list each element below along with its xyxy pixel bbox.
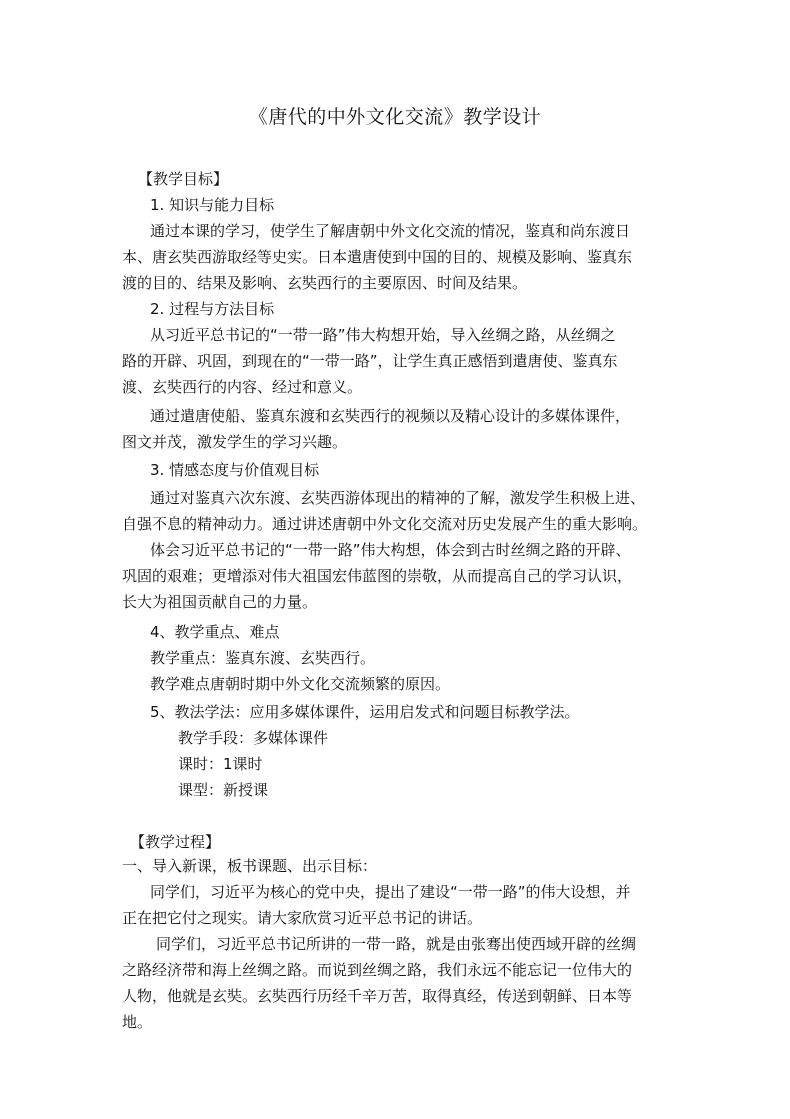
paragraph-line: 长大为祖国贡献自己的力量。	[122, 593, 318, 611]
paragraph-line: 渡的目的、结果及影响、玄奘西行的主要原因、时间及结果。	[122, 274, 528, 292]
paragraph-line: 人物，他就是玄奘。玄奘西行历经千辛万苦，取得真经，传送到朝鲜、日本等	[122, 987, 633, 1005]
key-points-heading: 4、教学重点、难点	[150, 623, 280, 641]
paragraph-line: 之路经济带和海上丝绸之路。而说到丝绸之路，我们永远不能忘记一位伟大的	[122, 961, 633, 979]
process-heading: 2. 过程与方法目标	[150, 300, 275, 318]
paragraph-line: 巩固的艰难；更增添对伟大祖国宏伟蓝图的崇敬，从而提高自己的学习认识，	[122, 567, 633, 585]
paragraph-line: 同学们，习近平总书记所讲的一带一路，就是由张骞出使西域开辟的丝绸	[156, 935, 637, 953]
paragraph-line: 教学难点唐朝时期中外文化交流频繁的原因。	[150, 675, 451, 693]
paragraph-line: 同学们，习近平为核心的党中央，提出了建设“一带一路”的伟大设想，并	[150, 883, 631, 901]
paragraph-line: 从习近平总书记的“一带一路”伟大构想开始，导入丝绸之路，从丝绸之	[150, 326, 616, 344]
paragraph-line: 本、唐玄奘西游取经等史实。日本遣唐使到中国的目的、规模及影响、鉴真东	[122, 248, 633, 266]
paragraph-line: 课型：新授课	[178, 781, 269, 799]
paragraph-line: 体会习近平总书记的“一带一路”伟大构想，体会到古时丝绸之路的开辟、	[150, 541, 631, 559]
paragraph-line: 路的开辟、巩固，到现在的“一带一路”，让学生真正感悟到遣唐使、鉴真东	[122, 352, 618, 370]
emotion-heading: 3. 情感态度与价值观目标	[150, 461, 320, 479]
paragraph-line: 地。	[122, 1013, 153, 1031]
paragraph-line: 通过遣唐使船、鉴真东渡和玄奘西行的视频以及精心设计的多媒体课件，	[150, 407, 631, 425]
paragraph-line: 课时：1课时	[178, 755, 263, 773]
paragraph-line: 通过本课的学习，使学生了解唐朝中外文化交流的情况，鉴真和尚东渡日	[150, 222, 631, 240]
paragraph-line: 正在把它付之现实。请大家欣赏习近平总书记的讲话。	[122, 909, 483, 927]
objectives-heading: 【教学目标】	[138, 170, 229, 188]
process-section-heading: 【教学过程】	[130, 833, 221, 851]
paragraph-line: 教学手段：多媒体课件	[178, 729, 329, 747]
paragraph-line: 教学重点：鉴真东渡、玄奘西行。	[150, 649, 376, 667]
paragraph-line: 自强不息的精神动力。通过讲述唐朝中外文化交流对历史发展产生的重大影响。	[122, 515, 648, 533]
document-title: 《唐代的中外文化交流》教学设计	[248, 106, 542, 128]
paragraph-line: 渡、玄奘西行的内容、经过和意义。	[122, 378, 363, 396]
knowledge-heading: 1. 知识与能力目标	[150, 196, 275, 214]
step1-heading: 一、导入新课，板书课题、出示目标：	[122, 857, 378, 875]
methods-heading: 5、教法学法：应用多媒体课件，运用启发式和问题目标教学法。	[150, 703, 580, 721]
paragraph-line: 通过对鉴真六次东渡、玄奘西游体现出的精神的了解，激发学生积极上进、	[150, 489, 646, 507]
paragraph-line: 图文并茂，激发学生的学习兴趣。	[122, 433, 348, 451]
